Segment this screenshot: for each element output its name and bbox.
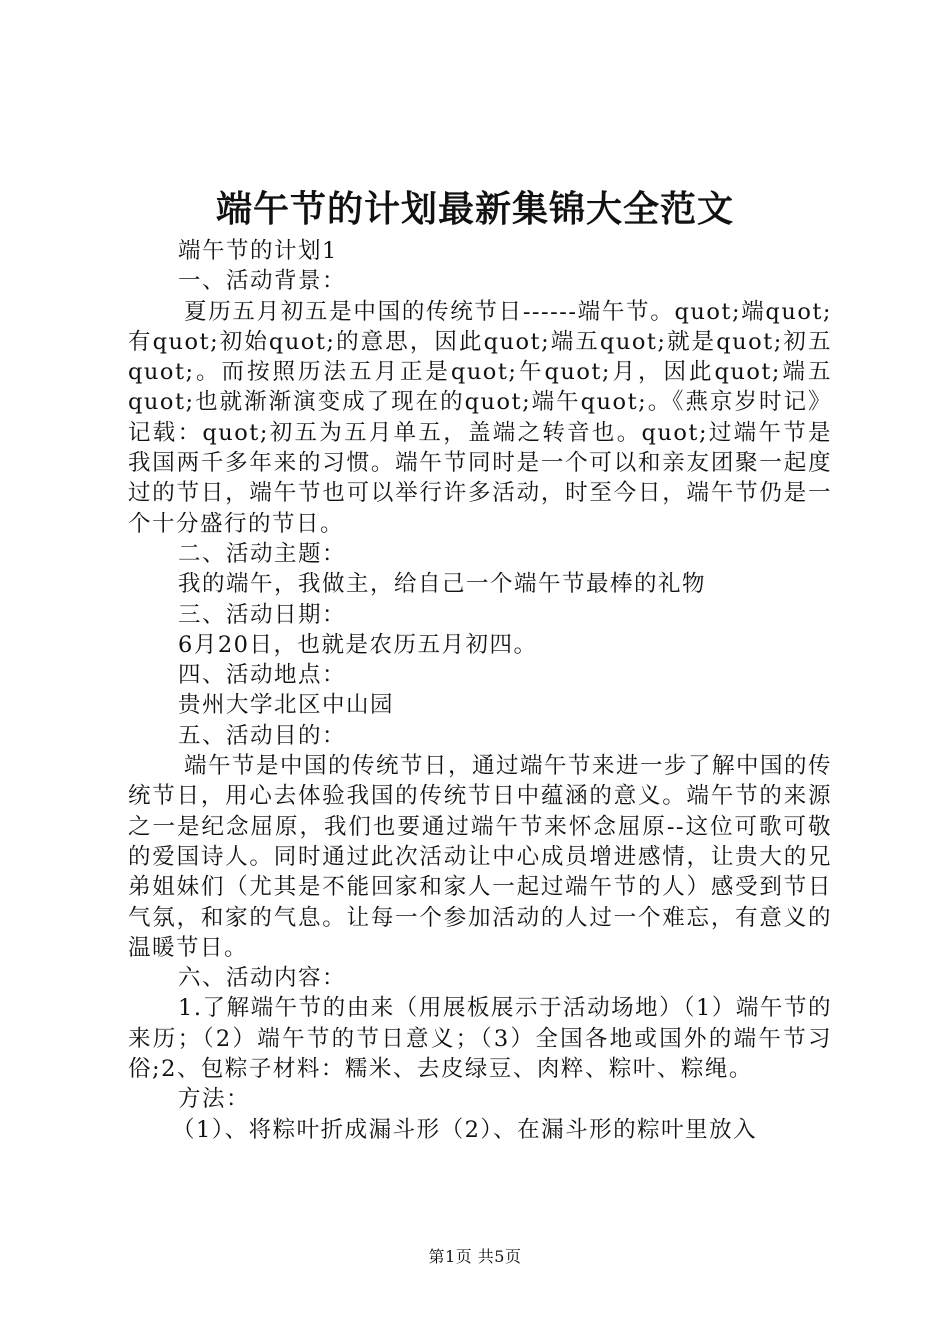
paragraph: 1.了解端午节的由来（用展板展示于活动场地）（1）端午节的来历；（2）端午节的节日意义；（3）全国各地或国外的端午节习俗;2、包粽子材料：糯米、去皮绿豆、肉粹、粽叶、粽绳。 <box>128 995 832 1083</box>
section-heading: 一、活动背景： <box>178 268 347 295</box>
document-body <box>128 236 832 1145</box>
paragraph: 6月20日，也就是农历五月初四。 <box>178 631 538 658</box>
section-heading: 端午节的计划1 <box>178 238 338 264</box>
paragraph: 我的端午，我做主，给自己一个端午节最棒的礼物 <box>178 571 707 598</box>
section-heading: 二、活动主题： <box>178 540 347 567</box>
paragraph: （1）、将粽叶折成漏斗形（2）、在漏斗形的粽叶里放入 <box>172 1116 758 1143</box>
document-title: 端午节的计划最新集锦大全范文 <box>215 188 734 230</box>
page-footer: 第1页 共5页 <box>428 1247 522 1266</box>
section-heading: 方法： <box>178 1086 251 1113</box>
section-heading: 四、活动地点： <box>178 662 347 689</box>
section-heading: 三、活动日期： <box>178 601 347 628</box>
section-heading: 六、活动内容： <box>178 965 347 992</box>
section-heading: 五、活动目的： <box>178 722 347 749</box>
paragraph: 夏历五月初五是中国的传统节日------端午节。quot;端quot;有quot;初始quot;的意思，因此quot;端五quot;就是quot;初五quot;。而按照历法五月正是quot;午quot;月，因此quot;端五quot;也就渐渐演变成了现在的quot;端午quot;。《燕京岁时记》记载：quot;初五为五月单五，盖端之转音也。quot;过端午节是我国两千多年来的习惯。端午节同时是一个可以和亲友团聚一起度过的节日，端午节也可以举行许多活动，时至今日，端午节仍是一个十分盛行的节日。 <box>128 298 832 537</box>
paragraph: 贵州大学北区中山园 <box>178 692 395 719</box>
paragraph: 端午节是中国的传统节日，通过端午节来进一步了解中国的传统节日，用心去体验我国的传统节日中蕴涵的意义。端午节的来源之一是纪念屈原，我们也要通过端午节来怀念屈原--这位可歌可敬的爱国诗人。同时通过此次活动让中心成员增进感情，让贵大的兄弟姐妹们（尤其是不能回家和家人一起过端午节的人）感受到节日气氛，和家的气息。让每一个参加活动的人过一个难忘，有意义的温暖节日。 <box>128 753 833 961</box>
